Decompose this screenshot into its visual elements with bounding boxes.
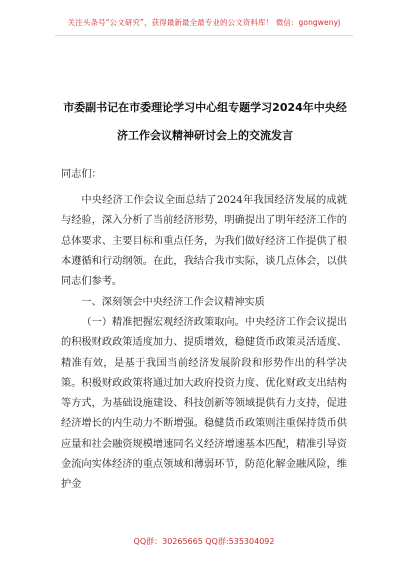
salutation: 同志们： [61, 169, 102, 180]
header-promo-note: 关注头条号“公文研究”，获得最新最全最专业的公文资料库！ 微信：gongwenyj [67, 18, 341, 27]
document-title-line-2: 济工作会议精神研讨会上的交流发言 [117, 129, 293, 142]
section-heading-1: 一、深刻领会中央经济工作会议精神实质 [81, 297, 265, 308]
header-divider [55, 35, 353, 36]
body-paragraph-1: 中央经济工作会议全面总结了2024年我国经济发展的成就与经验，深入分析了当前经济形势，明确提出了明年经济工作的总体要求、主要目标和重点任务，为我们做好经济工作提供了根本遵循和行动纲领。在此，我结合我市实际，谈几点体会，以供同志们参考。 [61, 195, 347, 288]
body-paragraph-2: （一）精准把握宏观经济政策取向。中央经济工作会议提出的积极财政政策适度加力、提质增效，稳健货币政策灵活适度、精准有效，是基于我国当前经济发展阶段和形势作出的科学决策。积极财政政策将通过加大政府投资力度、优化财政支出结构等方式，为基础设施建设、科技创新等领域提供有力支持，促进经济增长的内生动力不断增强。稳健货币政策则注重保持货币供应量和社会融资规模增速同名义经济增速基本匹配，精准引导资金流向实体经济的重点领域和薄弱环节，防范化解金融风险，维护金 [61, 317, 347, 491]
document-title-line-1: 市委副书记在市委理论学习中心组专题学习2024年中央经 [63, 101, 347, 114]
footer-qq-groups: QQ群：30265665 QQ群:535304092 [133, 537, 275, 546]
